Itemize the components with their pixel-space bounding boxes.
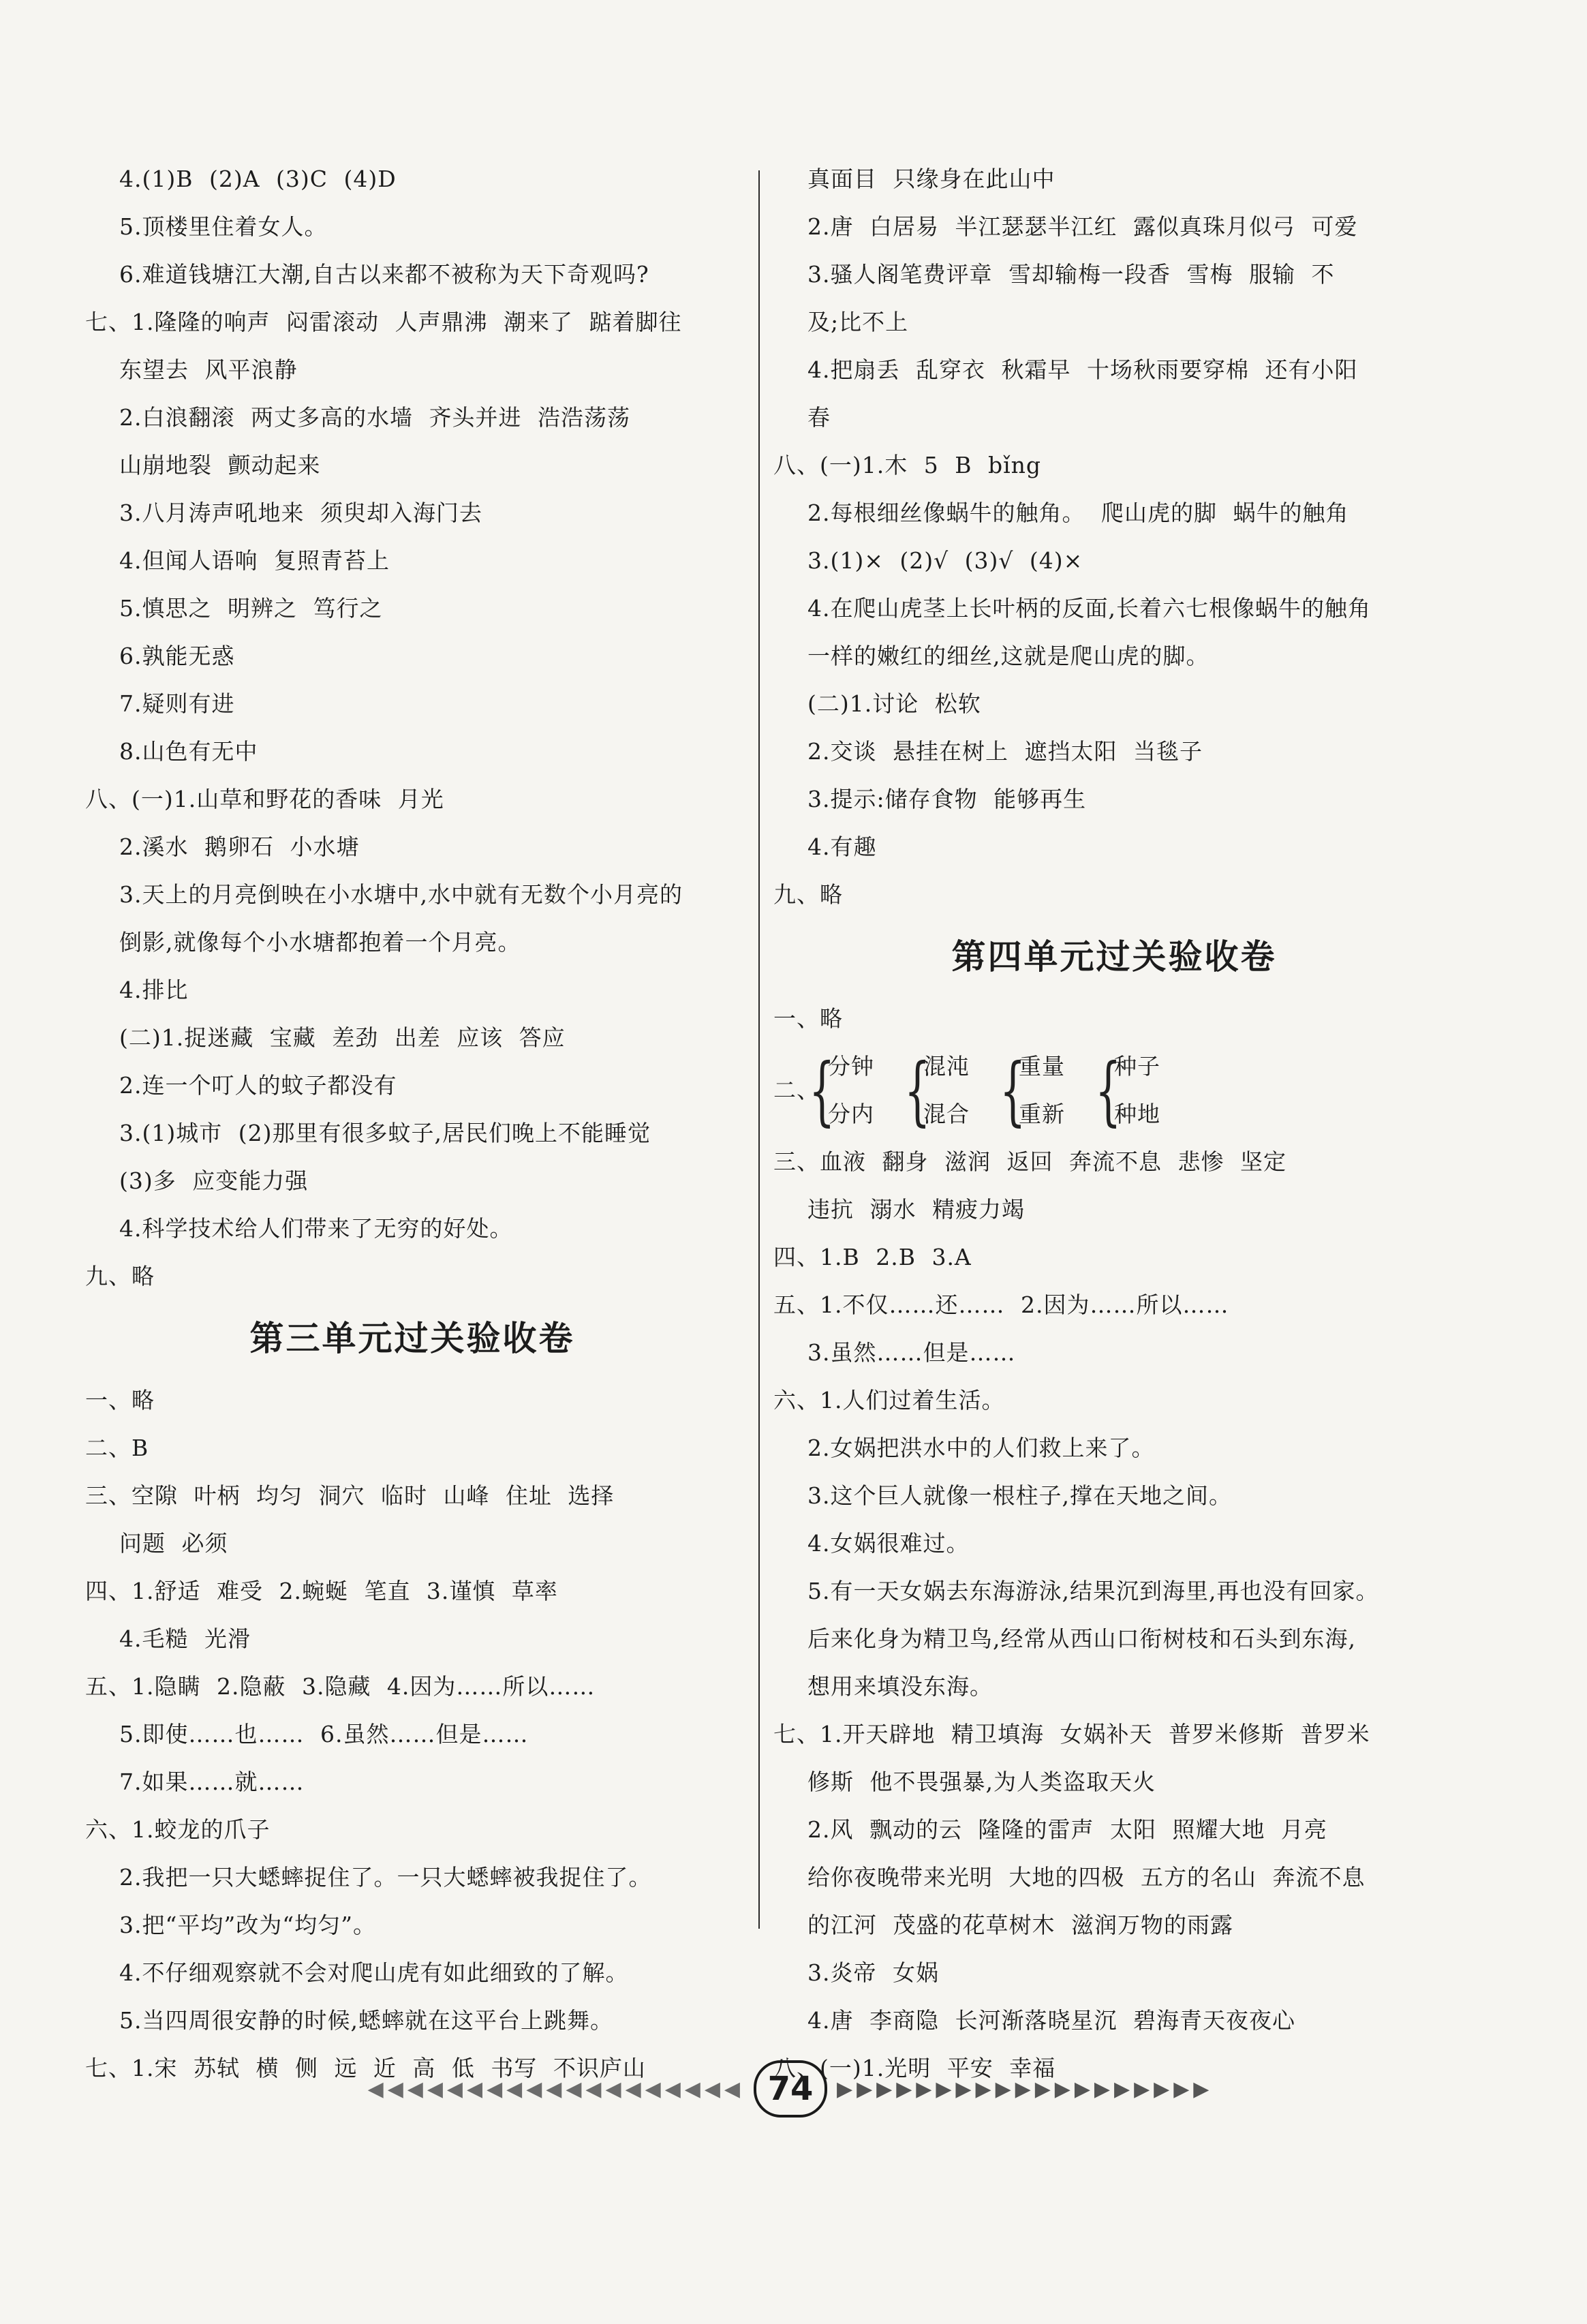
brace-word-bottom: 种地 <box>1114 1101 1160 1127</box>
answer-line: 4.但闻人语响 复照青苔上 <box>119 547 390 574</box>
left-arrows-decoration: ◀◀◀◀◀◀◀◀◀◀◀◀◀◀◀◀◀◀◀ <box>367 2077 744 2101</box>
answer-line: 3.八月涛声吼地来 须臾却入海门去 <box>119 500 482 526</box>
brace-icon: { <box>1000 1047 1027 1134</box>
answer-line: 五、1.隐瞒 2.隐蔽 3.隐藏 4.因为……所以…… <box>85 1673 596 1700</box>
answer-line: 3.把“平均”改为“均匀”。 <box>119 1912 376 1938</box>
answer-line: 四、1.B 2.B 3.A <box>773 1244 972 1270</box>
answer-line: 六、1.人们过着生活。 <box>773 1387 1005 1413</box>
answer-line: 4.(1)B (2)A (3)C (4)D <box>119 166 397 192</box>
answer-line: (二)1.讨论 松软 <box>807 690 981 717</box>
answer-line: 的江河 茂盛的花草树木 滋润万物的雨露 <box>807 1912 1233 1938</box>
right-column-top <box>773 155 1455 1043</box>
answer-line: 一、略 <box>773 1005 843 1032</box>
brace-word-top: 混沌 <box>923 1053 970 1080</box>
answer-line: 真面目 只缘身在此山中 <box>807 166 1056 192</box>
brace-word-top: 种子 <box>1114 1053 1160 1080</box>
brace-word-bottom: 分内 <box>828 1101 874 1127</box>
page-footer <box>245 2058 1336 2120</box>
answer-line: 给你夜晚带来光明 大地的四极 五方的名山 奔流不息 <box>807 1864 1366 1891</box>
answer-line: 山崩地裂 颤动起来 <box>119 452 321 478</box>
answer-line: 九、略 <box>773 881 843 908</box>
answer-line: 3.(1)× (2)√ (3)√ (4)× <box>807 547 1083 574</box>
answer-line: 4.科学技术给人们带来了无穷的好处。 <box>119 1215 513 1242</box>
answer-line: 四、1.舒适 难受 2.蜿蜒 笔直 3.谨慎 草率 <box>85 1578 558 1604</box>
answer-line: 2.溪水 鹅卵石 小水塘 <box>119 834 360 860</box>
answer-line: 3.(1)城市 (2)那里有很多蚊子,居民们晚上不能睡觉 <box>119 1120 651 1146</box>
answer-line: 2.连一个叮人的蚊子都没有 <box>119 1072 397 1099</box>
answer-line: 七、1.开天辟地 精卫填海 女娲补天 普罗米修斯 普罗米 <box>773 1721 1370 1747</box>
answer-line: 4.排比 <box>119 977 189 1003</box>
answer-line: 6.孰能无惑 <box>119 643 235 669</box>
answer-line: 五、1.不仅……还…… 2.因为……所以…… <box>773 1291 1229 1318</box>
answer-line: 4.不仔细观察就不会对爬山虎有如此细致的了解。 <box>119 1959 629 1986</box>
answer-line: 5.慎思之 明辨之 笃行之 <box>119 595 383 622</box>
answer-line: 七、1.宋 苏轼 横 侧 远 近 高 低 书写 不识庐山 <box>85 2055 646 2081</box>
answer-line: 2.交谈 悬挂在树上 遮挡太阳 当毯子 <box>807 738 1203 765</box>
answer-line: 5.当四周很安静的时候,蟋蟀就在这平台上跳舞。 <box>119 2007 613 2034</box>
answer-line: 4.女娲很难过。 <box>807 1530 970 1557</box>
answer-line: 二、B <box>85 1435 149 1461</box>
answer-line: 7.如果……就…… <box>119 1769 305 1795</box>
answer-line: 2.唐 白居易 半江瑟瑟半江红 露似真珠月似弓 可爱 <box>807 213 1358 240</box>
answer-line: 2.每根细丝像蜗牛的触角。 爬山虎的脚 蜗牛的触角 <box>807 500 1349 526</box>
answer-line: 违抗 溺水 精疲力竭 <box>807 1196 1025 1223</box>
brace-icon: { <box>809 1047 836 1134</box>
answer-line: 春 <box>807 404 831 431</box>
brace-word-top: 重量 <box>1019 1053 1065 1080</box>
column-divider <box>758 170 760 1929</box>
answer-line: 4.在爬山虎茎上长叶柄的反面,长着六七根像蜗牛的触角 <box>807 595 1371 622</box>
brace-word-bottom: 重新 <box>1019 1101 1065 1127</box>
answer-line: 三、空隙 叶柄 均匀 洞穴 临时 山峰 住址 选择 <box>85 1482 615 1509</box>
answer-line: 5.顶楼里住着女人。 <box>119 213 328 240</box>
answer-line: 3.骚人阁笔费评章 雪却输梅一段香 雪梅 服输 不 <box>807 261 1335 288</box>
answer-line: 4.唐 李商隐 长河渐落晓星沉 碧海青天夜夜心 <box>807 2007 1295 2034</box>
answer-line: 2.风 飘动的云 隆隆的雷声 太阳 照耀大地 月亮 <box>807 1816 1327 1843</box>
right-column <box>773 155 1455 2092</box>
answer-line: 八、(一)1.山草和野花的香味 月光 <box>85 786 444 812</box>
answer-line: 2.白浪翻滚 两丈多高的水墙 齐头并进 浩浩荡荡 <box>119 404 630 431</box>
answer-line: 七、1.隆隆的响声 闷雷滚动 人声鼎沸 潮来了 踮着脚往 <box>85 309 682 335</box>
answer-line: 六、1.蛟龙的爪子 <box>85 1816 271 1843</box>
answer-line: 一样的嫩红的细丝,这就是爬山虎的脚。 <box>807 643 1209 669</box>
brace-word-bottom: 混合 <box>923 1101 970 1127</box>
brace-icon: { <box>1095 1047 1122 1134</box>
section-heading: 第四单元过关验收卷 <box>951 937 1277 977</box>
answer-line: 5.有一天女娲去东海游泳,结果沉到海里,再也没有回家。 <box>807 1578 1379 1604</box>
answer-line: 2.我把一只大蟋蟀捉住了。一只大蟋蟀被我捉住了。 <box>119 1864 652 1891</box>
answer-line: 八、(一)1.木 5 B bǐng <box>773 452 1042 478</box>
answer-line: 修斯 他不畏强暴,为人类盗取天火 <box>807 1769 1156 1795</box>
page-number: 74 <box>754 2060 827 2117</box>
answer-line: 4.把扇丢 乱穿衣 秋霜早 十场秋雨要穿棉 还有小阳 <box>807 356 1358 383</box>
left-column <box>85 155 739 2092</box>
answer-line: 东望去 风平浪静 <box>119 356 298 383</box>
answer-line: 3.提示:储存食物 能够再生 <box>807 786 1087 812</box>
answer-line: (二)1.捉迷藏 宝藏 差劲 出差 应该 答应 <box>119 1024 566 1051</box>
right-arrows-decoration: ▶▶▶▶▶▶▶▶▶▶▶▶▶▶▶▶▶▶▶ <box>837 2077 1214 2101</box>
answer-line: 7.疑则有进 <box>119 690 235 717</box>
answer-line: 4.毛糙 光滑 <box>119 1625 251 1652</box>
answer-line: 倒影,就像每个小水塘都抱着一个月亮。 <box>119 929 521 955</box>
answer-line: 3.这个巨人就像一根柱子,撑在天地之间。 <box>807 1482 1232 1509</box>
answer-line: 5.即使……也…… 6.虽然……但是…… <box>119 1721 529 1747</box>
word-group-brace-line <box>773 1043 1455 1138</box>
answer-line: 三、血液 翻身 滋润 返回 奔流不息 悲惨 坚定 <box>773 1148 1286 1175</box>
answer-line: 3.炎帝 女娲 <box>807 1959 939 1986</box>
answer-line: 及;比不上 <box>807 309 909 335</box>
answer-line: 一、略 <box>85 1387 155 1413</box>
answer-line: 8.山色有无中 <box>119 738 258 765</box>
brace-word-top: 分钟 <box>828 1053 874 1080</box>
question-label: 二、 <box>773 1077 820 1103</box>
answer-line: 2.女娲把洪水中的人们救上来了。 <box>807 1435 1155 1461</box>
answer-line: 后来化身为精卫鸟,经常从西山口衔树枝和石头到东海, <box>807 1625 1356 1652</box>
right-column-bottom <box>773 1138 1455 2092</box>
answer-line: 3.虽然……但是…… <box>807 1339 1016 1366</box>
answer-line: 九、略 <box>85 1263 155 1289</box>
answer-line: 问题 必须 <box>119 1530 228 1557</box>
answer-line: 6.难道钱塘江大潮,自古以来都不被称为天下奇观吗? <box>119 261 649 288</box>
answer-line: 3.天上的月亮倒映在小水塘中,水中就有无数个小月亮的 <box>119 881 683 908</box>
answer-line: 4.有趣 <box>807 834 877 860</box>
answer-line: 想用来填没东海。 <box>807 1673 993 1700</box>
section-heading: 第三单元过关验收卷 <box>249 1319 575 1358</box>
brace-icon: { <box>904 1047 931 1134</box>
answer-line: 八、(一)1.光明 平安 幸福 <box>773 2055 1056 2081</box>
answer-line: (3)多 应变能力强 <box>119 1167 309 1194</box>
